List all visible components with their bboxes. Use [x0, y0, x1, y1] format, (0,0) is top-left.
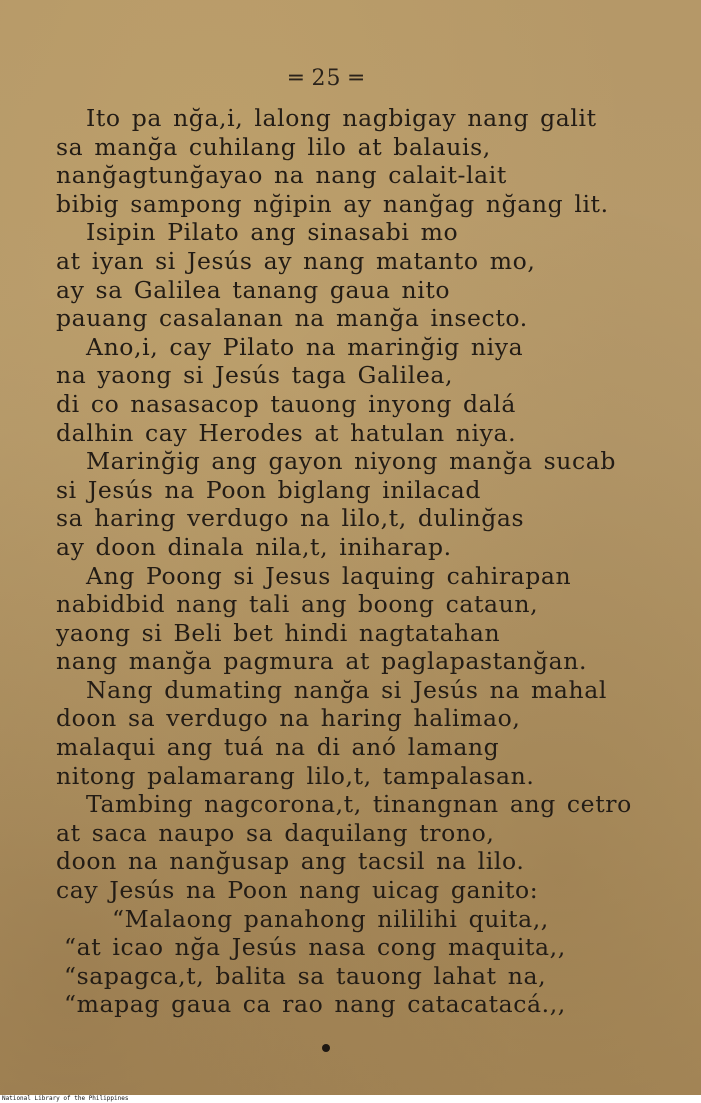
poem-line: di co nasasacop tauong inyong dalá [56, 389, 517, 418]
poem-line: “sapagca,t, balita sa tauong lahat na, [64, 961, 547, 990]
poem-line: dalhin cay Herodes at hatulan niya. [56, 418, 517, 447]
poem-line: malaqui ang tuá na di anó lamang [56, 733, 500, 762]
poem-line: ay doon dinala nila,t, iniharap. [56, 532, 452, 561]
poem-line: yaong si Beli bet hindi nagtatahan [56, 618, 501, 647]
poem-line: at iyan si Jesús ay nang matanto mo, [56, 246, 536, 275]
poem-line: sa haring verdugo na lilo,t, dulinğas [56, 504, 525, 533]
poem-line: cay Jesús na Poon nang uicag ganito: [56, 876, 539, 905]
poem-line: Nang dumating nanğa si Jesús na mahal [86, 675, 607, 704]
poem-line: Tambing nagcorona,t, tinangnan ang cetro [86, 790, 632, 819]
poem-line: Marinğig ang gayon niyong manğa sucab [86, 447, 617, 476]
poem-line: doon sa verdugo na haring halimao, [56, 704, 521, 733]
poem-line: nitong palamarang lilo,t, tampalasan. [56, 761, 535, 790]
poem-line: Ano,i, cay Pilato na marinğig niya [86, 332, 524, 361]
poem-line: Isipin Pilato ang sinasabi mo [86, 218, 459, 247]
page-number: ═ 25 ═ [289, 66, 364, 91]
poem-line: doon na nanğusap ang tacsil na lilo. [56, 847, 525, 876]
poem-line: “Malaong panahong nililihi quita,, [112, 904, 549, 933]
poem-line: at saca naupo sa daquilang trono, [56, 818, 495, 847]
poem-line: na yaong si Jesús taga Galilea, [56, 361, 454, 390]
poem-line: nanğagtunğayao na nang calait-lait [56, 161, 507, 190]
footer-credit: National Library of the Philippines [0, 1095, 701, 1103]
poem-line: sa manğa cuhilang lilo at balauis, [56, 132, 491, 161]
poem-line: “at icao nğa Jesús nasa cong maquita,, [64, 933, 566, 962]
poem-line: Ang Poong si Jesus laquing cahirapan [86, 561, 572, 590]
poem-line: nang manğa pagmura at paglapastanğan. [56, 647, 588, 676]
poem-text [50, 104, 670, 1019]
bullet-mark [322, 1044, 330, 1052]
poem-line: “mapag gaua ca rao nang catacatacá.,, [64, 990, 566, 1019]
poem-line: si Jesús na Poon biglang inilacad [56, 475, 481, 504]
poem-line: Ito pa nğa,i, lalong nagbigay nang galit [86, 104, 597, 132]
poem-line: ay sa Galilea tanang gaua nito [56, 275, 451, 304]
poem-line: pauang casalanan na manğa insecto. [56, 304, 528, 333]
poem-line: nabidbid nang tali ang boong cataun, [56, 590, 539, 619]
poem-line: bibig sampong nğipin ay nanğag nğang lit. [56, 189, 609, 218]
